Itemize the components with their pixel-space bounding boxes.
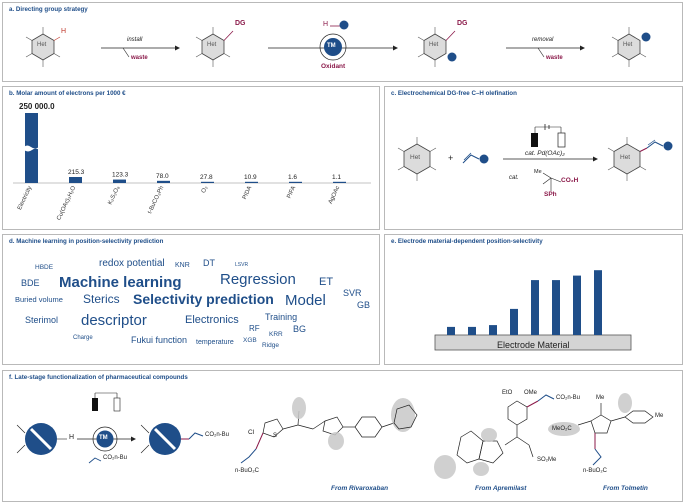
category-label-7: AgOAc	[327, 185, 342, 206]
from-rivaroxaban: From Rivaroxaban	[331, 485, 389, 492]
word-redox-potential: redox potential	[99, 258, 165, 269]
reagent-label: CO₂n-Bu	[103, 455, 128, 461]
word-fukui-function: Fukui function	[131, 335, 188, 345]
word-rf: RF	[249, 324, 260, 333]
waste-label-1: waste	[131, 55, 148, 61]
bar-2	[113, 180, 126, 183]
tol-me-aryl: Me	[655, 413, 664, 419]
word-model: Model	[285, 292, 326, 309]
word-sterics: Sterics	[83, 292, 120, 306]
bar-label-4: 27.8	[200, 173, 213, 181]
word-bde: BDE	[21, 278, 40, 288]
word-dt: DT	[203, 258, 215, 268]
apr-eto: EtO	[502, 390, 513, 396]
selectivity-bar-0	[447, 327, 455, 335]
bar-6	[289, 182, 302, 183]
from-apremilast: From Apremilast	[475, 485, 527, 492]
word-electronics: Electronics	[185, 314, 239, 326]
apremilast-derivative	[434, 395, 557, 479]
word-bg: BG	[293, 324, 307, 334]
sph-label: SPh	[544, 191, 557, 198]
category-label-1: Cu(OAc)₂H₂O	[56, 185, 78, 222]
bar-label-6: 1.6	[288, 173, 298, 181]
het-label-c1: Het	[410, 154, 421, 161]
waste-label-2: waste	[546, 55, 563, 61]
category-label-5: PIDA	[241, 185, 254, 201]
cat-pd-label: cat. Pd(OAc)₂	[525, 150, 565, 157]
panel-olefination	[384, 86, 683, 230]
coupling-partner	[340, 21, 349, 30]
selectivity-bar-3	[510, 309, 518, 335]
tol-ester: n-BuO₂C	[583, 468, 608, 474]
bar-label-0: 250 000.0	[19, 102, 55, 111]
word-et: ET	[319, 276, 334, 288]
bar-3	[157, 181, 170, 183]
bar-label-2: 123.3	[112, 171, 129, 179]
substrate-arene	[17, 423, 67, 455]
arene-c2	[608, 137, 673, 181]
tm-label-a: TM	[327, 43, 336, 49]
selectivity-bar-6	[573, 276, 581, 335]
me-label-c: Me	[534, 169, 542, 175]
bar-label-1: 215.3	[68, 169, 85, 176]
panel-a-scheme	[3, 3, 684, 83]
rivaroxaban-derivative	[241, 397, 417, 463]
category-label-4: O₂	[200, 185, 210, 195]
bar-7	[333, 182, 346, 183]
tm-label-f: TM	[99, 435, 108, 441]
word-hbde: HBDE	[35, 264, 54, 271]
plus-sign: +	[448, 153, 454, 163]
dg-label-2: DG	[457, 20, 468, 27]
word-ridge: Ridge	[262, 342, 279, 349]
panel-molar-electrons	[2, 86, 380, 230]
panel-machine-learning	[2, 234, 380, 365]
riv-ester: n-BuO₂C	[235, 468, 260, 474]
product-arene	[141, 423, 203, 455]
panel-f-title: f. Late-stage functionalization of pharmaceutical compounds	[9, 374, 188, 381]
tol-meo2c: MeO₂C	[552, 426, 572, 432]
het-label-1: Het	[37, 42, 47, 48]
category-label-6: PIFA	[286, 185, 298, 200]
dg-label-1: DG	[235, 20, 246, 27]
riv-cl: Cl	[248, 429, 255, 436]
word-xgb: XGB	[243, 337, 257, 344]
word-lsvr: LSVR	[235, 262, 249, 268]
word-descriptor: descriptor	[81, 312, 147, 329]
bar-label-5: 10.9	[244, 173, 257, 181]
word-krr: KRR	[269, 331, 283, 338]
bar-5	[245, 182, 258, 183]
panel-b-title: b. Molar amount of electrons per 1000 €	[9, 90, 126, 97]
category-label-3: t-BuCO₃Ph	[147, 185, 166, 215]
panel-c-title: c. Electrochemical DG-free C–H olefination	[391, 90, 517, 97]
electrons-bar-chart	[3, 87, 381, 231]
word-sterimol: Sterimol	[25, 315, 59, 325]
panel-electrode-selectivity	[384, 234, 683, 365]
word-charge: Charge	[73, 335, 93, 341]
word-gb: GB	[357, 300, 371, 310]
from-tolmetin: From Tolmetin	[603, 485, 648, 492]
olefination-scheme	[385, 87, 684, 231]
het-label-c2: Het	[620, 154, 631, 161]
word-buried-volume: Buried volume	[15, 295, 63, 304]
word-svr: SVR	[343, 288, 362, 298]
word-regression: Regression	[220, 271, 296, 288]
bar-4	[201, 182, 214, 183]
bar-label-7: 1.1	[332, 173, 342, 181]
electrode-axis-label: Electrode Material	[497, 340, 570, 350]
panel-d-title: d. Machine learning in position-selectivity prediction	[9, 238, 164, 245]
product-label: CO₂n-Bu	[205, 432, 230, 438]
apr-ome: OMe	[524, 390, 538, 396]
selectivity-bar-4	[531, 280, 539, 335]
het-label-2: Het	[207, 42, 217, 48]
apr-so2me: SO₂Me	[537, 457, 557, 463]
oxidant-label: Oxidant	[321, 63, 346, 70]
panel-a-title: a. Directing group strategy	[9, 6, 88, 13]
word-machine-learning: Machine learning	[59, 274, 182, 291]
het-label-4: Het	[623, 42, 633, 48]
bar-1	[69, 177, 82, 183]
selectivity-bar-2	[489, 325, 497, 335]
tol-me: Me	[596, 395, 605, 401]
panel-late-stage	[2, 370, 683, 502]
co2h-label: CO₂H	[561, 177, 579, 184]
bar-label-3: 78.0	[156, 172, 169, 180]
removal-label: removal	[532, 37, 554, 43]
word-training: Training	[265, 312, 298, 322]
riv-s: S	[273, 433, 278, 439]
selectivity-bar-1	[468, 327, 476, 335]
selectivity-bar-5	[552, 280, 560, 335]
word-temperature: temperature	[196, 339, 234, 346]
het-label-3: Het	[429, 42, 439, 48]
panel-e-title: e. Electrode material-dependent position-selectivity	[391, 238, 543, 245]
selectivity-bar-7	[594, 270, 602, 335]
category-label-0: Electricity	[17, 185, 34, 212]
word-knr: KNR	[175, 262, 190, 269]
apr-ester: CO₂n-Bu	[556, 395, 581, 401]
category-label-2: K₂S₂O₈	[107, 185, 122, 206]
cat-label: cat.	[509, 175, 519, 181]
h-label-f: H	[69, 434, 75, 441]
h-label-1: H	[61, 28, 67, 35]
h-label-tm: H	[323, 21, 329, 28]
install-label: install	[127, 37, 143, 43]
panel-directing-group	[2, 2, 683, 82]
word-selectivity-prediction: Selectivity prediction	[133, 291, 274, 307]
